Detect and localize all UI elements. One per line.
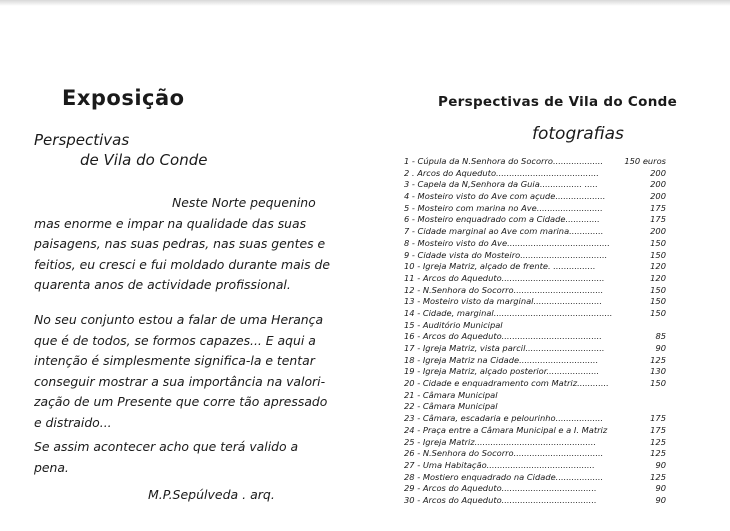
item-price: 150 [650,307,666,318]
item-price: 125 [650,354,666,365]
item-title: 29 - Arcos do Aqueduto.................................... [404,483,597,494]
item-title: 9 - Cidade vista do Mosteiro................................. [404,249,608,260]
list-item [404,168,666,180]
item-title: 6 - Mosteiro enquadrado com a Cidade............. [404,214,600,225]
item-price: 150 euros [624,156,666,166]
item-title: 18 - Igreja Matriz na Cidade.............................. [404,354,599,365]
item-price: 120 [650,272,666,283]
paragraph-line: paisagens, nas suas pedras, nas suas gentes e [34,236,326,251]
item-price: 85 [655,331,666,342]
item-title: 1 - Cúpula da N.Senhora do Socorro................... [404,156,604,166]
list-item [404,296,666,308]
item-title: 17 - Igreja Matriz, vista parcil.............................. [404,343,605,353]
list-item [404,343,666,355]
list-item [404,483,666,495]
list-item [404,355,666,367]
paragraph-line: e distraido... [34,414,112,430]
subtitle-line-1: Perspectivas [34,131,130,149]
item-price: 120 [650,261,666,272]
item-price: 125 [650,448,666,459]
list-item [404,203,666,215]
item-title: 8 - Mosteiro visto do Ave....................................... [404,237,610,248]
item-title: 30 - Arcos do Aqueduto.................................... [404,494,597,505]
item-price: 90 [655,494,666,505]
item-title: 25 - Igreja Matriz.............................................. [404,436,596,447]
item-title: 7 - Cidade marginal ao Ave com marina............. [404,226,604,237]
list-item [404,238,666,250]
list-item [404,413,666,425]
item-title: 15 - Auditório Municipal [404,319,503,330]
list-item [404,226,666,238]
catalog-title: Perspectivas de Vila do Conde [438,94,678,110]
list-item [404,390,666,402]
paragraph-line: intenção é simplesmente significa-la e tentar [34,353,315,368]
item-price: 90 [655,343,666,353]
list-item [404,214,666,226]
item-title: 20 - Cidade e enquadramento com Matriz............ [404,378,609,389]
subtitle-line-2: de Vila do Conde [80,151,208,169]
list-item [404,472,666,484]
list-item [404,401,666,413]
paragraph-line: conseguir mostrar a sua importância na valori- [34,373,326,389]
list-item [404,156,666,168]
item-price: 150 [650,284,666,295]
item-title: 12 - N.Senhora do Socorro.................................. [404,284,604,295]
list-item [404,378,666,390]
item-title: 16 - Arcos do Aqueduto...................................... [404,331,602,342]
item-price: 200 [650,167,666,178]
item-title: 5 - Mosteiro com marina no Ave......................... [404,202,603,213]
list-item [404,320,666,332]
closing-paragraph: Se assim acontecer acho que terá valido a pena. [34,439,299,475]
list-item [404,308,666,320]
list-item [404,331,666,343]
paragraph-line: que é de todos, se formos capazes... E aqui a [34,332,316,348]
paragraph-line: Neste Norte pequenino [172,195,316,210]
catalog-subtitle: fotografias [532,124,624,144]
list-item [404,261,666,273]
item-title: 27 - Uma Habitação......................................... [404,459,595,470]
paragraph-line: mas enorme e impar na qualidade das suas [34,215,307,231]
paragraph-line: zação de um Presente que corre tão apressado [34,394,328,409]
paragraph-line: No seu conjunto estou a falar de uma Herança [34,312,324,327]
list-item [404,437,666,449]
item-title: 28 - Mostiero enquadrado na Cidade.................. [404,471,604,482]
exhibition-title: Exposição [62,86,185,110]
list-item [404,285,666,297]
item-price: 200 [650,191,666,202]
item-price: 200 [650,179,666,190]
item-title: 23 - Câmara, escadaria e pelourinho.................. [404,413,604,424]
item-price: 150 [650,249,666,260]
heritage-paragraph [34,310,334,433]
item-title: 19 - Igreja Matriz, alçado posterior.................... [404,366,600,377]
list-item [404,273,666,285]
item-price: 150 [650,296,666,307]
list-item [404,425,666,437]
item-title: 22 - Câmara Municipal [404,401,498,412]
item-price: 125 [650,436,666,447]
item-title: 4 - Mosteiro visto do Ave com açude................... [404,191,606,202]
item-price: 90 [655,459,666,470]
list-item [404,495,666,507]
item-title: 14 - Cidade, marginal............................................. [404,307,613,318]
item-title: 2 . Arcos do Aqueduto....................................... [404,167,599,178]
author-signature: M.P.Sepúlveda . arq. [148,487,275,502]
list-item [404,250,666,262]
item-title: 3 - Capela da N,Senhora da Guia................ ..... [404,179,598,190]
item-price: 175 [650,202,666,213]
item-price: 175 [650,214,666,225]
item-title: 26 - N.Senhora do Socorro.................................. [404,448,604,459]
item-title: 11 - Arcos do Aqueduto....................................... [404,272,605,283]
item-title: 13 - Mosteiro visto da marginal.......................... [404,296,603,307]
item-price: 175 [650,413,666,424]
item-price: 150 [650,237,666,248]
list-item [404,191,666,203]
item-title: 24 - Praça entre a Câmara Municipal e a I. Matriz [404,424,608,435]
list-item [404,366,666,378]
paragraph-line: feitios, eu cresci e fui moldado durante mais de [34,256,330,272]
list-item [404,460,666,472]
intro-paragraph [34,193,334,296]
paragraph-line: quarenta anos de actividade profissional. [34,277,291,292]
item-price: 90 [655,483,666,494]
item-price: 200 [650,226,666,237]
photo-price-list [404,156,666,507]
list-item [404,179,666,191]
item-title: 21 - Câmara Municipal [404,389,498,400]
item-price: 150 [650,378,666,389]
item-price: 130 [650,366,666,377]
item-title: 10 - Igreja Matriz, alçado de frente. ................ [404,261,596,272]
item-price: 175 [650,424,666,435]
list-item [404,448,666,460]
item-price: 125 [650,471,666,482]
